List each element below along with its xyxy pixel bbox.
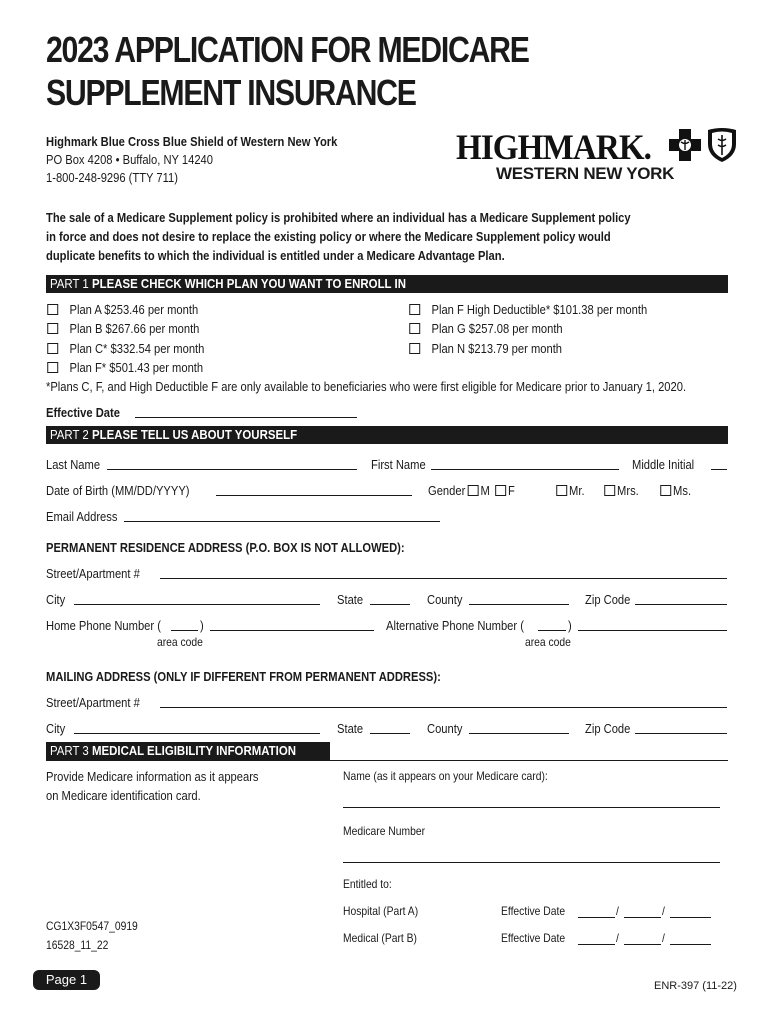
medicare-number-label: Medicare Number xyxy=(343,824,426,838)
medical-date-slash-1: / xyxy=(616,931,619,945)
alt-phone-area-field[interactable] xyxy=(538,630,566,631)
mail-state-label: State xyxy=(337,721,364,736)
title-mrs-checkbox[interactable] xyxy=(604,485,615,496)
part3-rule xyxy=(46,760,728,761)
mail-street-field[interactable] xyxy=(160,707,727,708)
notice-text xyxy=(46,208,725,265)
perm-state-label: State xyxy=(337,592,364,607)
gender-m-label: M xyxy=(480,483,490,498)
plan-b-label: Plan B $267.66 per month xyxy=(69,321,200,336)
plan-a-label: Plan A $253.46 per month xyxy=(69,302,199,317)
home-phone-field[interactable] xyxy=(210,630,374,631)
gender-label: Gender xyxy=(428,483,466,498)
mail-state-field[interactable] xyxy=(370,733,410,734)
title-ms-checkbox[interactable] xyxy=(660,485,671,496)
hospital-date-dd-field[interactable] xyxy=(624,917,661,918)
home-phone-area-field[interactable] xyxy=(171,630,198,631)
hospital-date-yy-field[interactable] xyxy=(670,917,711,918)
permanent-address-heading: PERMANENT RESIDENCE ADDRESS (P.O. BOX IS NOT ALLOWED): xyxy=(46,540,405,555)
part3-label: MEDICAL ELIGIBILITY INFORMATION xyxy=(91,743,297,758)
title-mr-option[interactable] xyxy=(557,483,585,498)
middle-initial-label: Middle Initial xyxy=(632,457,695,472)
page-title xyxy=(46,28,529,114)
mail-city-label: City xyxy=(46,721,66,736)
medical-date-mm-field[interactable] xyxy=(578,944,615,945)
alt-phone-paren: ) xyxy=(568,618,572,633)
gender-m-checkbox[interactable] xyxy=(468,485,479,496)
notice-line-3: duplicate benefits to which the individual is entitled under a Medicare Advantage Plan. xyxy=(46,248,505,263)
perm-zip-label: Zip Code xyxy=(585,592,631,607)
org-address: PO Box 4208 • Buffalo, NY 14240 xyxy=(46,152,213,167)
title-line-2: SUPPLEMENT INSURANCE xyxy=(46,72,416,113)
page-number-badge: Page 1 xyxy=(33,970,100,990)
last-name-field[interactable] xyxy=(107,469,357,470)
dob-field[interactable] xyxy=(216,495,412,496)
dob-label: Date of Birth (MM/DD/YYYY) xyxy=(46,483,190,498)
part3-header-gap xyxy=(330,742,728,760)
plan-g-option[interactable] xyxy=(410,321,563,336)
part1-header xyxy=(46,275,728,293)
plan-f-hd-checkbox[interactable] xyxy=(409,304,420,315)
form-code-1: CG1X3F0547_0919 xyxy=(46,919,138,933)
middle-initial-field[interactable] xyxy=(711,469,727,470)
email-field[interactable] xyxy=(124,521,440,522)
part3-number: PART 3 xyxy=(50,743,89,758)
home-phone-label: Home Phone Number ( xyxy=(46,618,161,633)
effective-date-label: Effective Date xyxy=(46,405,120,420)
blue-cross-icon xyxy=(668,128,702,162)
part2-header xyxy=(46,426,728,444)
form-number: ENR-397 (11-22) xyxy=(654,980,737,992)
form-code-2: 16528_11_22 xyxy=(46,938,109,952)
mail-zip-label: Zip Code xyxy=(585,721,631,736)
alt-phone-label: Alternative Phone Number ( xyxy=(386,618,524,633)
highmark-logo xyxy=(456,126,746,188)
plan-n-label: Plan N $213.79 per month xyxy=(431,341,563,356)
perm-city-field[interactable] xyxy=(74,604,320,605)
title-ms-label: Ms. xyxy=(673,483,692,498)
plan-g-checkbox[interactable] xyxy=(409,323,420,334)
plan-n-option[interactable] xyxy=(410,341,562,356)
perm-zip-field[interactable] xyxy=(635,604,727,605)
plan-f-option[interactable] xyxy=(48,360,203,375)
mail-county-label: County xyxy=(427,721,463,736)
title-mr-checkbox[interactable] xyxy=(556,485,567,496)
perm-street-label: Street/Apartment # xyxy=(46,566,140,581)
gender-f-label: F xyxy=(508,483,515,498)
plan-b-option[interactable] xyxy=(48,321,199,336)
mail-city-field[interactable] xyxy=(74,733,320,734)
plan-n-checkbox[interactable] xyxy=(409,343,420,354)
part1-label: PLEASE CHECK WHICH PLAN YOU WANT TO ENROLL IN xyxy=(91,276,406,291)
plans-footnote: *Plans C, F, and High Deductible F are only available to beneficiaries who were first eligible for Medicare prior to January 1, 2020. xyxy=(46,379,687,394)
title-mr-label: Mr. xyxy=(569,483,585,498)
title-ms-option[interactable] xyxy=(661,483,691,498)
hospital-date-slash-2: / xyxy=(662,904,665,918)
notice-line-2: in force and does not desire to replace the existing policy or where the Medicare Supplement policy would xyxy=(46,229,611,244)
mail-street-label: Street/Apartment # xyxy=(46,695,140,710)
hospital-effective-date-label: Effective Date xyxy=(501,904,566,918)
blue-shield-icon xyxy=(706,127,738,163)
provide-info-line-1: Provide Medicare information as it appears xyxy=(46,769,259,784)
medical-date-yy-field[interactable] xyxy=(670,944,711,945)
gender-f-checkbox[interactable] xyxy=(495,485,506,496)
entitled-to-label: Entitled to: xyxy=(343,877,392,891)
part2-number: PART 2 xyxy=(50,427,89,442)
mail-zip-field[interactable] xyxy=(635,733,727,734)
title-mrs-option[interactable] xyxy=(605,483,639,498)
title-mrs-label: Mrs. xyxy=(617,483,639,498)
alt-phone-field[interactable] xyxy=(578,630,727,631)
plan-g-label: Plan G $257.08 per month xyxy=(431,321,563,336)
plan-c-label: Plan C* $332.54 per month xyxy=(69,341,205,356)
perm-county-field[interactable] xyxy=(469,604,569,605)
medicare-name-field[interactable] xyxy=(343,807,720,808)
first-name-field[interactable] xyxy=(431,469,619,470)
hospital-part-a-label: Hospital (Part A) xyxy=(343,904,419,918)
provide-info-line-2: on Medicare identification card. xyxy=(46,788,201,803)
logo-wordmark: HIGHMARK. xyxy=(456,127,652,167)
perm-street-field[interactable] xyxy=(160,578,727,579)
plan-c-option[interactable] xyxy=(48,341,204,356)
email-label: Email Address xyxy=(46,509,118,524)
plan-a-option[interactable] xyxy=(48,302,198,317)
org-name: Highmark Blue Cross Blue Shield of Western New York xyxy=(46,134,338,149)
plan-c-checkbox[interactable] xyxy=(47,343,58,354)
plan-f-label: Plan F* $501.43 per month xyxy=(69,360,204,375)
medicare-number-field[interactable] xyxy=(343,862,720,863)
medicare-name-label: Name (as it appears on your Medicare card): xyxy=(343,769,548,783)
org-phone: 1-800-248-9296 (TTY 711) xyxy=(46,170,178,185)
perm-county-label: County xyxy=(427,592,463,607)
hospital-date-slash-1: / xyxy=(616,904,619,918)
hospital-date-mm-field[interactable] xyxy=(578,917,615,918)
plan-f-checkbox[interactable] xyxy=(47,362,58,373)
last-name-label: Last Name xyxy=(46,457,101,472)
mail-county-field[interactable] xyxy=(469,733,569,734)
plan-b-checkbox[interactable] xyxy=(47,323,58,334)
effective-date-field[interactable] xyxy=(135,417,357,418)
title-line-1: 2023 APPLICATION FOR MEDICARE xyxy=(46,29,529,70)
perm-city-label: City xyxy=(46,592,66,607)
gender-group xyxy=(428,483,515,498)
alt-area-code-caption: area code xyxy=(525,635,571,649)
plan-a-checkbox[interactable] xyxy=(47,304,58,315)
medical-date-dd-field[interactable] xyxy=(624,944,661,945)
logo-subtitle: WESTERN NEW YORK xyxy=(496,164,675,183)
medical-part-b-label: Medical (Part B) xyxy=(343,931,417,945)
medical-effective-date-label: Effective Date xyxy=(501,931,566,945)
part1-number: PART 1 xyxy=(50,276,89,291)
perm-state-field[interactable] xyxy=(370,604,410,605)
first-name-label: First Name xyxy=(371,457,426,472)
plan-f-hd-option[interactable] xyxy=(410,302,647,317)
home-phone-paren: ) xyxy=(200,618,204,633)
mailing-address-heading: MAILING ADDRESS (ONLY IF DIFFERENT FROM PERMANENT ADDRESS): xyxy=(46,669,441,684)
part2-label: PLEASE TELL US ABOUT YOURSELF xyxy=(91,427,298,442)
medical-date-slash-2: / xyxy=(662,931,665,945)
notice-line-1: The sale of a Medicare Supplement policy is prohibited where an individual has a Medicare Supplement policy xyxy=(46,210,631,225)
home-area-code-caption: area code xyxy=(157,635,203,649)
plan-f-hd-label: Plan F High Deductible* $101.38 per month xyxy=(431,302,648,317)
